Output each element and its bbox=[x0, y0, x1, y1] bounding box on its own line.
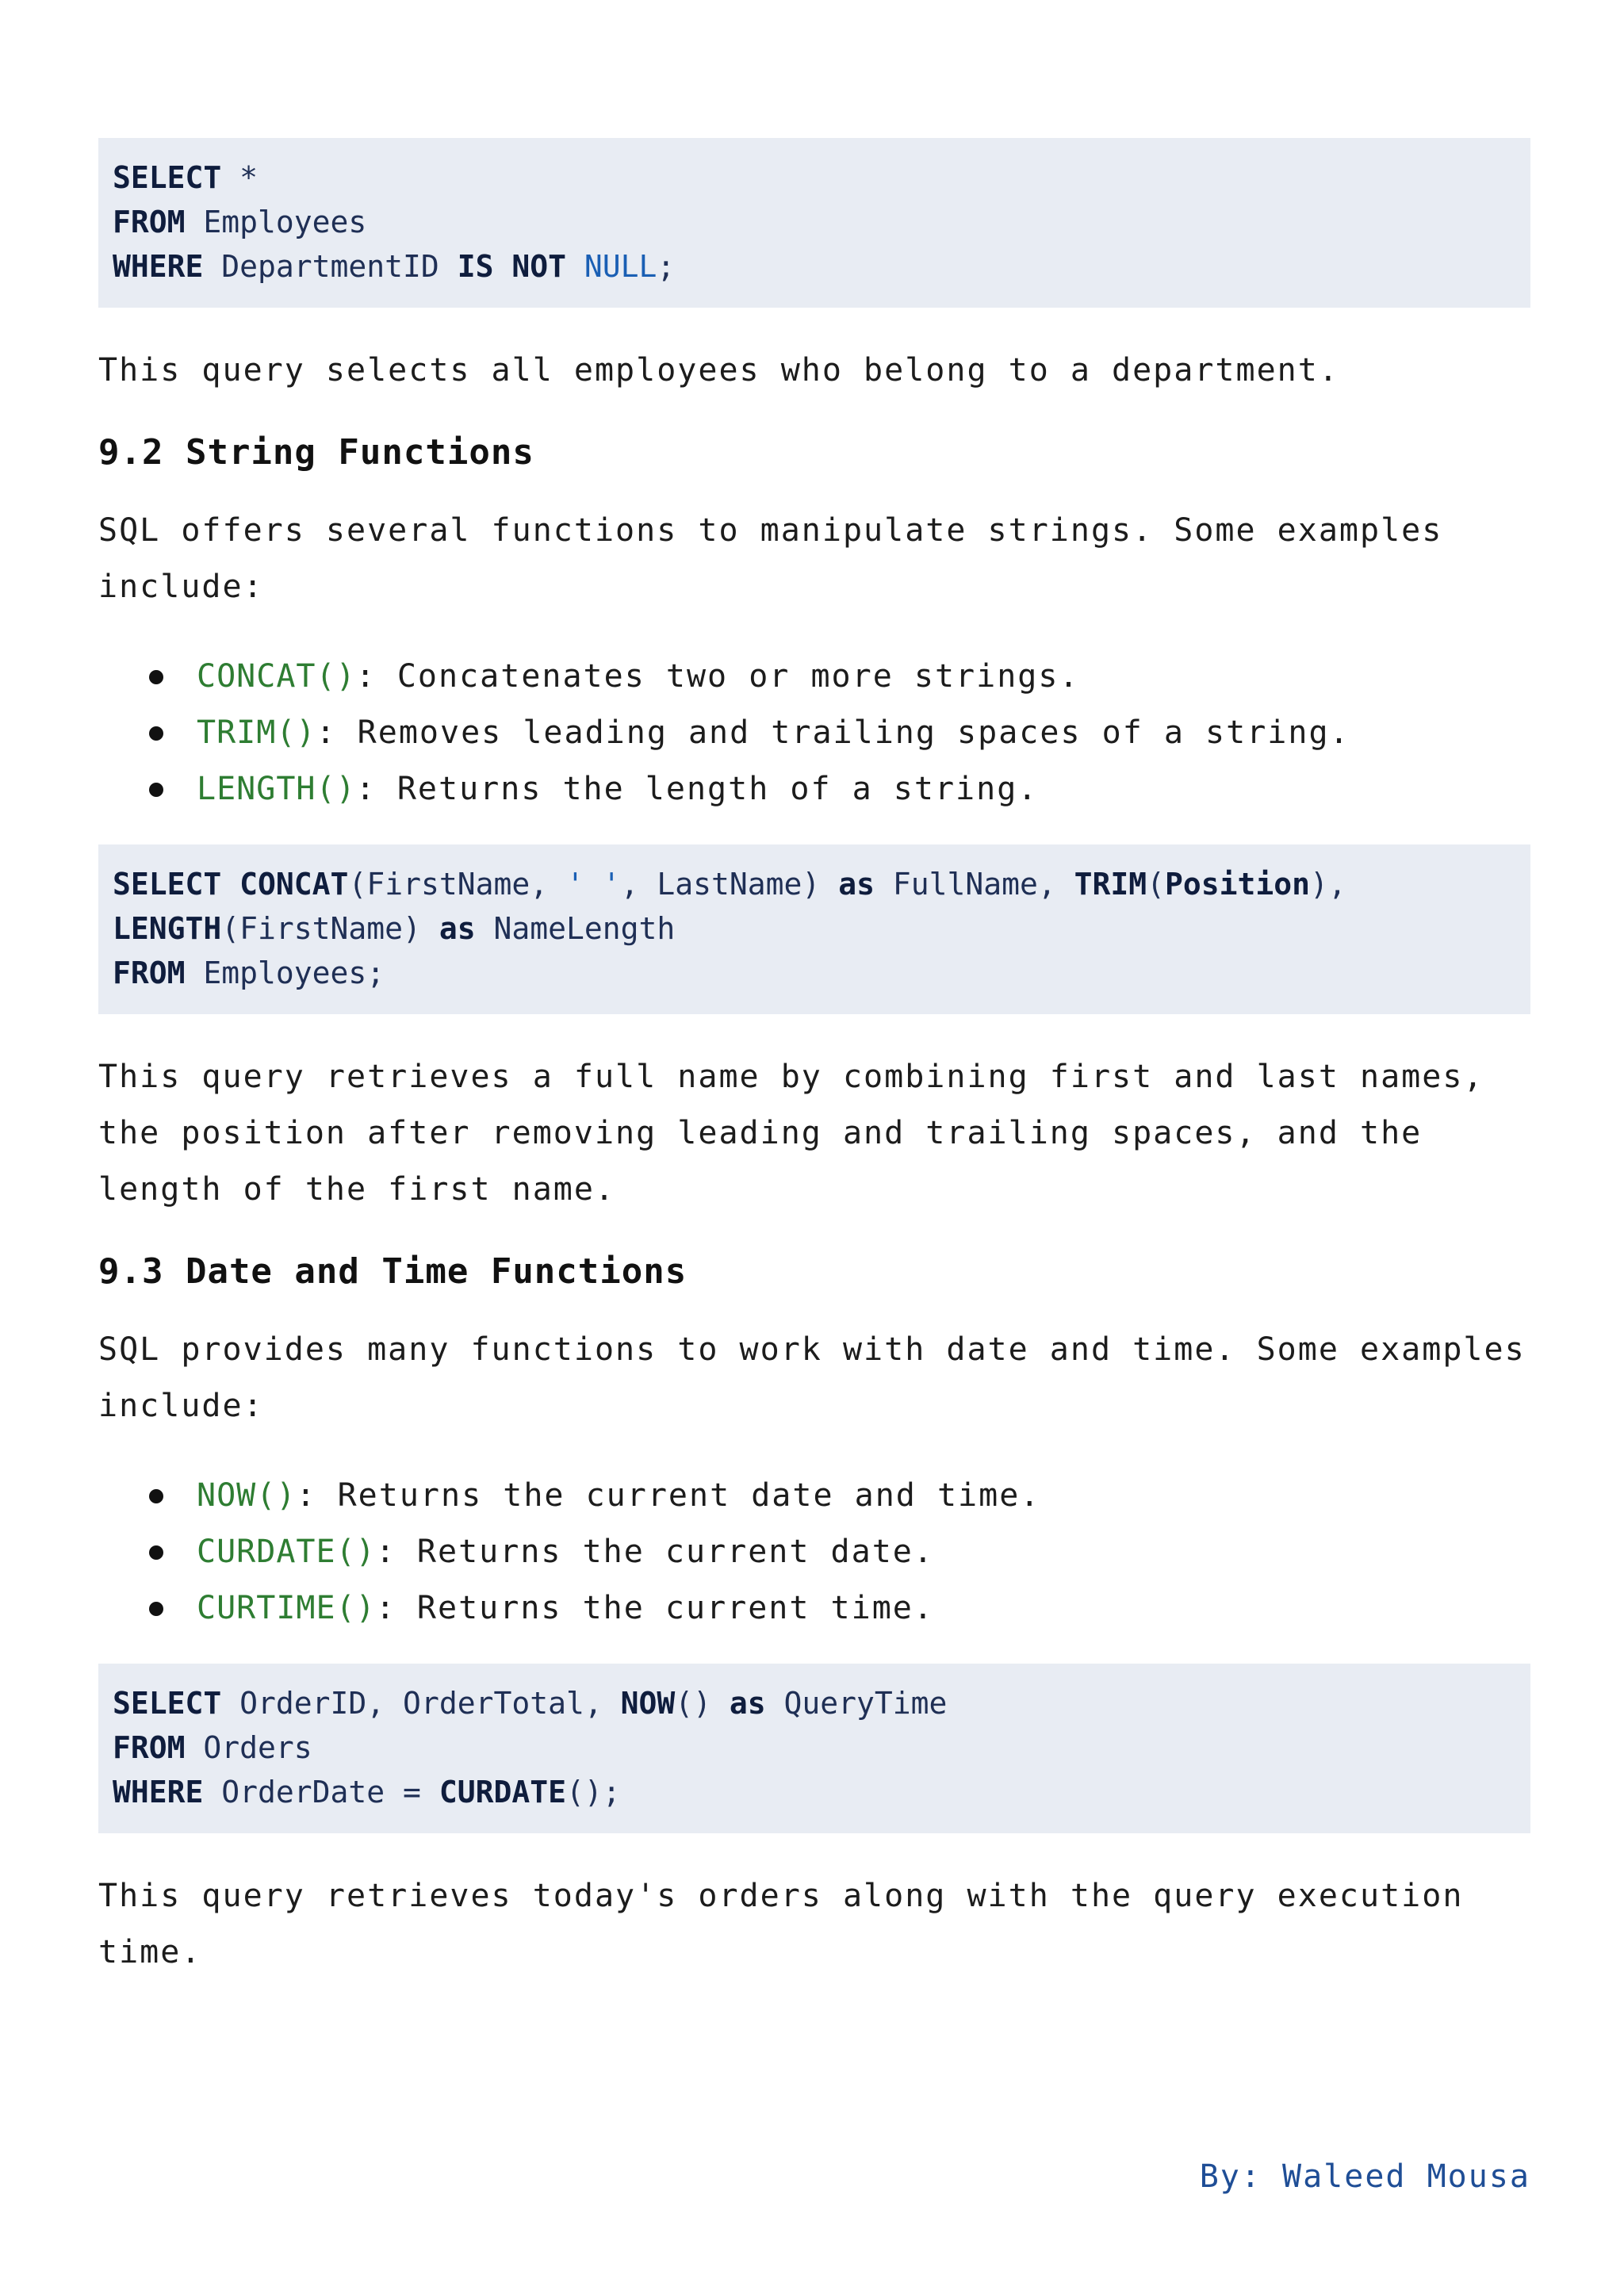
function-description: : Concatenates two or more strings. bbox=[355, 658, 1080, 695]
paragraph-date-explanation: This query retrieves today's orders along with the query execution time. bbox=[98, 1878, 1464, 1970]
code-keyword: LENGTH bbox=[113, 911, 222, 946]
page-content bbox=[98, 138, 1530, 1981]
list-item bbox=[98, 649, 1530, 705]
paragraph-date-intro: SQL provides many functions to work with date and time. Some examples include: bbox=[98, 1331, 1526, 1424]
list-item bbox=[98, 1524, 1530, 1580]
code-keyword: FROM bbox=[113, 205, 186, 239]
code-line bbox=[113, 862, 1516, 906]
string-functions-list bbox=[98, 649, 1530, 818]
code-keyword: SELECT bbox=[113, 867, 222, 902]
function-name: CURTIME() bbox=[197, 1590, 376, 1626]
code-keyword: WHERE bbox=[113, 1775, 204, 1810]
code-line bbox=[113, 244, 1516, 289]
code-text: OrderID, OrderTotal, bbox=[221, 1686, 621, 1721]
code-text: ), bbox=[1310, 867, 1346, 902]
code-keyword: as bbox=[838, 867, 875, 902]
code-text: OrderDate = bbox=[203, 1775, 439, 1810]
function-name: LENGTH() bbox=[197, 771, 356, 807]
code-text: NameLength bbox=[475, 911, 676, 946]
code-text: , LastName) bbox=[620, 867, 839, 902]
code-text: * bbox=[221, 160, 259, 195]
code-line bbox=[113, 155, 1516, 200]
list-item bbox=[98, 1468, 1530, 1524]
code-text: QueryTime bbox=[765, 1686, 948, 1721]
function-description: : Returns the current time. bbox=[375, 1590, 934, 1626]
section-heading-date-time-functions: 9.3 Date and Time Functions bbox=[98, 1251, 688, 1292]
code-keyword: as bbox=[439, 911, 476, 946]
list-item bbox=[98, 705, 1530, 761]
bullet-icon bbox=[149, 726, 163, 741]
code-line bbox=[113, 1725, 1516, 1770]
code-keyword: NOW bbox=[620, 1686, 676, 1721]
code-text: Employees bbox=[185, 205, 367, 239]
function-name: CONCAT() bbox=[197, 658, 356, 695]
function-description: : Removes leading and trailing spaces of a string. bbox=[316, 714, 1350, 751]
code-text: () bbox=[675, 1686, 730, 1721]
function-name: CURDATE() bbox=[197, 1534, 376, 1570]
function-name: NOW() bbox=[197, 1477, 297, 1514]
code-keyword: CURDATE bbox=[439, 1775, 566, 1810]
code-text: (FirstName, bbox=[348, 867, 566, 902]
list-item bbox=[98, 761, 1530, 818]
code-keyword: SELECT bbox=[113, 1686, 222, 1721]
bullet-icon bbox=[149, 1602, 163, 1616]
code-keyword: CONCAT bbox=[239, 867, 349, 902]
bullet-icon bbox=[149, 1545, 163, 1560]
code-line bbox=[113, 951, 1516, 995]
function-description: : Returns the current date. bbox=[375, 1534, 934, 1570]
code-line bbox=[113, 1770, 1516, 1814]
code-text: DepartmentID bbox=[203, 249, 458, 284]
author-footer: By: Waleed Mousa bbox=[1199, 2158, 1530, 2195]
code-block-string-functions bbox=[98, 844, 1530, 1014]
function-name: TRIM() bbox=[197, 714, 316, 751]
code-text: (FirstName) bbox=[221, 911, 439, 946]
date-functions-list bbox=[98, 1468, 1530, 1637]
function-description: : Returns the current date and time. bbox=[296, 1477, 1041, 1514]
paragraph-string-explanation: This query retrieves a full name by combining first and last names, the position after removing leading and trailing spaces, and the length of the first name. bbox=[98, 1059, 1484, 1208]
paragraph-not-null-explanation: This query selects all employees who belong to a department. bbox=[98, 352, 1339, 389]
section-heading-string-functions: 9.2 String Functions bbox=[98, 432, 534, 473]
code-text: ; bbox=[657, 249, 676, 284]
code-line bbox=[113, 200, 1516, 244]
code-keyword: as bbox=[729, 1686, 766, 1721]
code-block-not-null bbox=[98, 138, 1530, 308]
code-keyword: TRIM bbox=[1074, 867, 1147, 902]
code-keyword: Position bbox=[1165, 867, 1311, 902]
code-keyword: WHERE bbox=[113, 249, 204, 284]
code-text: (); bbox=[565, 1775, 621, 1810]
code-line bbox=[113, 906, 1516, 951]
code-text bbox=[566, 249, 584, 284]
bullet-icon bbox=[149, 783, 163, 797]
code-text: ( bbox=[1147, 867, 1166, 902]
code-null-literal: NULL bbox=[584, 249, 657, 284]
paragraph-string-intro: SQL offers several functions to manipulate strings. Some examples include: bbox=[98, 512, 1443, 605]
code-text: Employees; bbox=[185, 956, 385, 990]
code-keyword: IS NOT bbox=[457, 249, 566, 284]
code-line bbox=[113, 1681, 1516, 1725]
function-description: : Returns the length of a string. bbox=[355, 771, 1039, 807]
code-keyword: FROM bbox=[113, 956, 186, 990]
list-item bbox=[98, 1580, 1530, 1637]
code-text bbox=[221, 867, 239, 902]
code-text: FullName, bbox=[874, 867, 1074, 902]
bullet-icon bbox=[149, 670, 163, 684]
bullet-icon bbox=[149, 1489, 163, 1503]
code-block-date-functions bbox=[98, 1664, 1530, 1833]
code-keyword: SELECT bbox=[113, 160, 222, 195]
code-keyword: FROM bbox=[113, 1730, 186, 1765]
code-string-literal: ' ' bbox=[566, 867, 621, 902]
code-text: Orders bbox=[185, 1730, 312, 1765]
